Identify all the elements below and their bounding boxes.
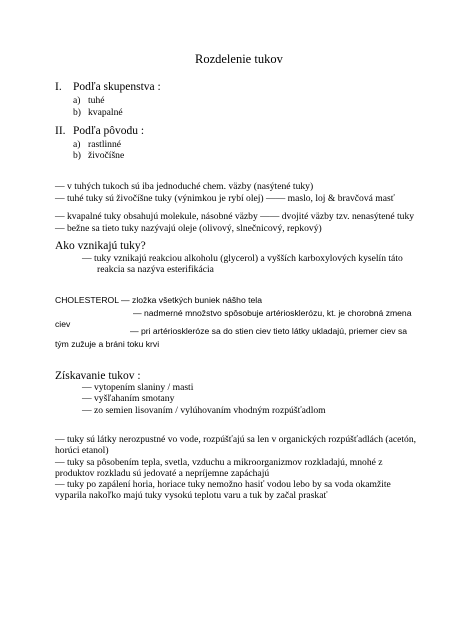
property-line: — tuky sa pôsobením tepla, svetla, vzduchu a mikroorganizmov rozkladajú, mnohé z [55,457,383,468]
cholesterol-line: ciev [55,319,71,329]
section2-numeral: II. [55,125,66,137]
cholesterol-line: — pri artérioskleróze sa do stien ciev tieto látky ukladajú, priemer ciev sa [130,326,408,336]
section2-heading: Podľa pôvodu : [73,125,145,137]
property-line: — tuky sú látky nerozpustné vo vode, rozpúšťajú sa len v organických rozpúšťadlách (acetón, [55,434,417,445]
cholesterol-line: tým zužuje a bráni toku krvi [55,339,160,349]
obtaining-item: — vyšľahaním smotany [82,393,175,404]
section1-numeral: I. [55,81,62,93]
section2-item-text: živočíšne [88,150,125,161]
note-line: — bežne sa tieto tuky nazývajú oleje (olivový, slnečnicový, repkový) [55,223,322,234]
section1-item-marker: b) [73,107,81,118]
property-line: horúci etanol) [55,445,109,456]
note-line: — tuhé tuky sú živočíšne tuky (výnimkou je rybí olej) —— maslo, loj & bravčová masť [55,193,395,204]
obtaining-heading: Získavanie tukov : [55,370,141,382]
origin-line: — tuky vznikajú reakciou alkoholu (glycerol) a vyšších karboxylových kyselín táto [82,253,403,264]
obtaining-item: — zo semien lisovaním / vylúhovaním vhodným rozpúšťadlom [82,405,326,416]
section2-item-marker: b) [73,150,81,161]
origin-heading: Ako vznikajú tuky? [55,240,146,252]
cholesterol-line: — nadmerné množstvo spôsobuje artériosklerózu, kt. je chorobná zmena [133,308,412,318]
section1-item-text: tuhé [88,95,105,106]
property-line: produktov rozkladu sú jedovaté a nepríjemne zapáchajú [55,468,270,479]
section2-item-text: rastlinné [88,139,122,150]
section2-item-marker: a) [73,139,81,150]
origin-line: reakcia sa nazýva esterifikácia [97,264,214,275]
note-line: — kvapalné tuky obsahujú molekule, násobné väzby —— dvojité väzby tzv. nenasýtené tuky [55,211,415,222]
property-line: vyparila nakoľko majú tuky vysokú teplotu varu a tuk by začal praskať [55,490,328,501]
section1-heading: Podľa skupenstva : [73,81,161,93]
section1-item-text: kvapalné [88,107,123,118]
note-line: — v tuhých tukoch sú iba jednoduché chem. väzby (nasýtené tuky) [55,181,314,192]
obtaining-item: — vytopením slaniny / masti [82,382,194,393]
page-title: Rozdelenie tukov [195,52,283,66]
property-line: — tuky po zapálení horia, horiace tuky nemožno hasiť vodou lebo by sa voda okamžite [55,479,391,490]
cholesterol-line: CHOLESTEROL — zložka všetkých buniek nášho tela [55,295,262,305]
section1-item-marker: a) [73,95,81,106]
